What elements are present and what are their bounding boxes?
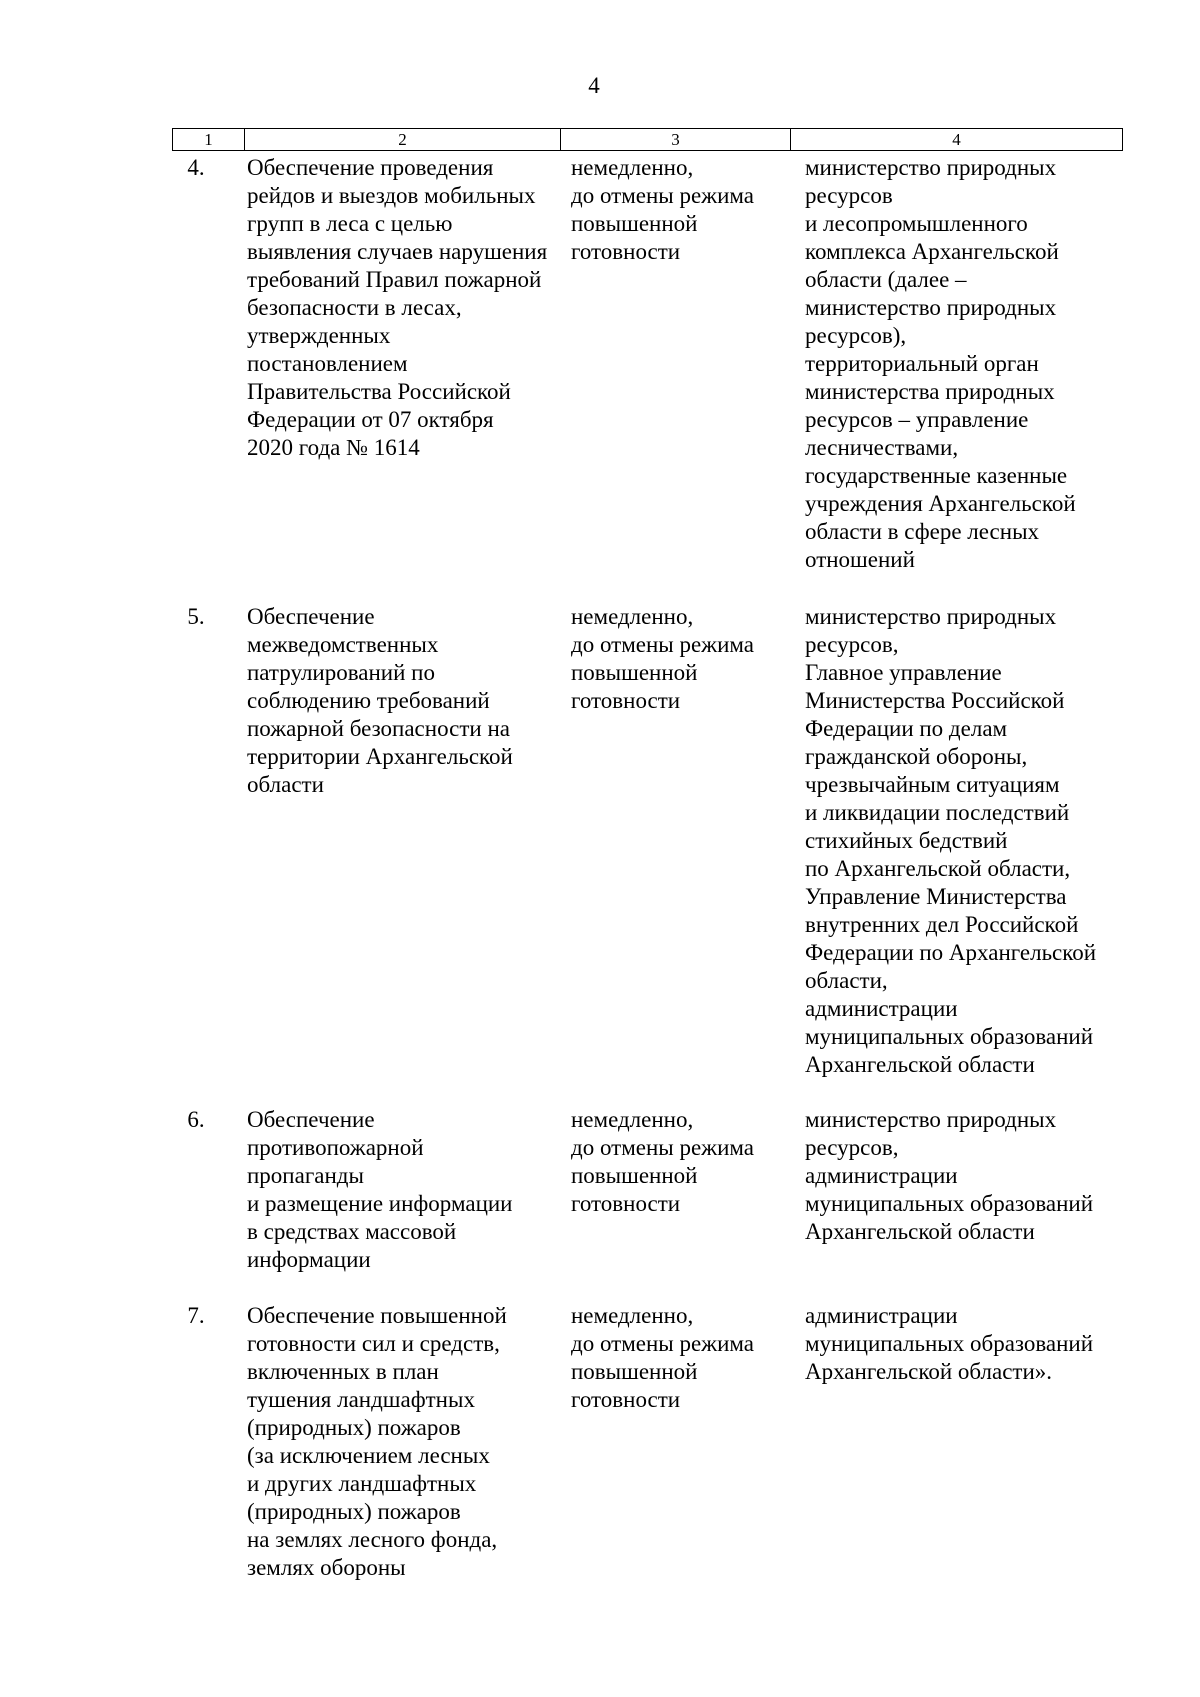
table-row — [0, 154, 1200, 603]
header-col-2: 2 — [245, 129, 561, 151]
row-term: немедленно, до отмены режима повышенной готовности — [571, 155, 754, 264]
row-action: Обеспечение противопожарной пропаганды и размещение информации в средствах массовой информации — [247, 1107, 513, 1272]
row-responsible: министерство природных ресурсов, Главное управление Министерства Российской Федерации по делам гражданской обороны, чрезвычайным ситуациям и ликвидации последствий стихийных бедствий по Архангельской области, Управление Министерства внутренних дел Российской Федерации по Архангельской области, администрации муниципальных образований Архангельской области — [805, 604, 1097, 1077]
table-body — [0, 154, 1200, 1602]
row-term: немедленно, до отмены режима повышенной готовности — [571, 1107, 754, 1216]
column-number-header — [172, 128, 1123, 151]
row-action: Обеспечение проведения рейдов и выездов мобильных групп в леса с целью выявления случаев нарушения требований Правил пожарной безопасности в лесах, утвержденных постановлением Правительства Российской Федерации от 07 октября 2020 года № 1614 — [247, 155, 548, 460]
row-term: немедленно, до отмены режима повышенной готовности — [571, 1303, 754, 1412]
header-row — [173, 129, 1123, 151]
table-row — [0, 1106, 1200, 1302]
table-row — [0, 603, 1200, 1106]
row-action: Обеспечение повышенной готовности сил и средств, включенных в план тушения ландшафтных (природных) пожаров (за исключением лесных и других ландшафтных (природных) пожаров на землях лесного фонда, землях обороны — [247, 1303, 507, 1580]
row-responsible: министерство природных ресурсов и лесопромышленного комплекса Архангельской области (далее – министерство природных ресурсов), территориальный орган министерства природных ресурсов – управление лесничествами, государственные казенные учреждения Архангельской области в сфере лесных отношений — [805, 155, 1076, 572]
row-responsible: министерство природных ресурсов, администрации муниципальных образований Архангельской области — [805, 1107, 1094, 1244]
row-responsible: администрации муниципальных образований Архангельской области». — [805, 1303, 1094, 1384]
table-row — [0, 1302, 1200, 1602]
row-number: 6. — [187, 1107, 205, 1132]
header-col-1: 1 — [173, 129, 245, 151]
row-action: Обеспечение межведомственных патрулирований по соблюдению требований пожарной безопасности на территории Архангельской области — [247, 604, 513, 797]
header-col-4: 4 — [791, 129, 1123, 151]
row-term: немедленно, до отмены режима повышенной готовности — [571, 604, 754, 713]
header-col-3: 3 — [561, 129, 791, 151]
page-number: 4 — [588, 73, 600, 98]
row-number: 5. — [187, 604, 205, 629]
row-number: 7. — [187, 1303, 205, 1328]
row-number: 4. — [187, 155, 205, 180]
